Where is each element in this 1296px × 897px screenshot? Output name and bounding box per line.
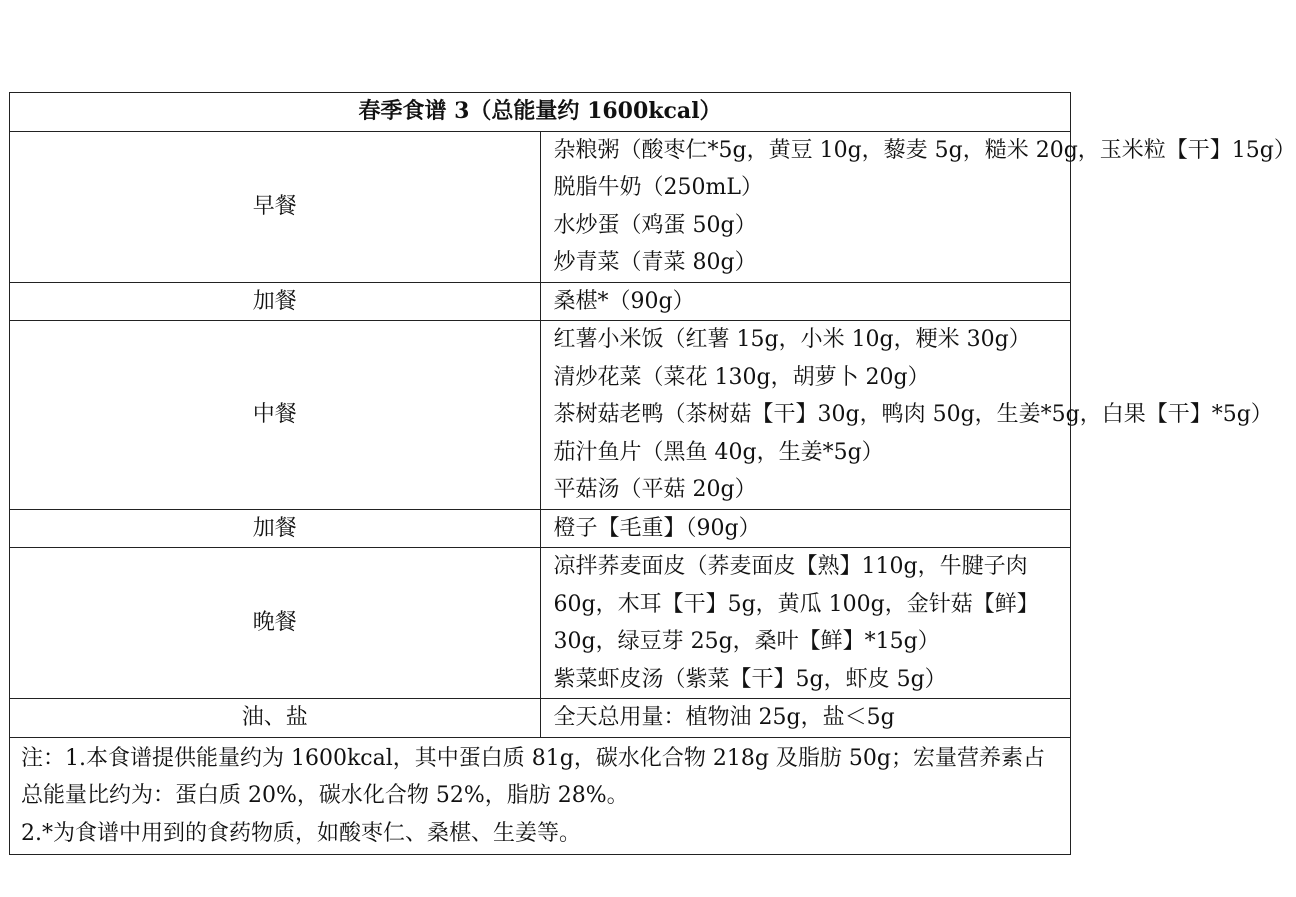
notes-cell xyxy=(10,737,1071,855)
dish-item: 炒青菜（青菜 80g） xyxy=(553,250,757,275)
dish-item: 茶树菇老鸭（茶树菇【干】30g，鸭肉 50g，生姜*5g，白果【干】*5g） xyxy=(553,402,1273,427)
note-paragraph-2: 2.*为食谱中用到的食药物质，如酸枣仁、桑椹、生姜等。 xyxy=(21,820,581,846)
meal-items-breakfast xyxy=(540,131,1296,282)
meal-label-dinner: 晚餐 xyxy=(10,548,541,699)
meal-row-lunch xyxy=(10,321,1071,510)
notes-row xyxy=(10,737,1071,855)
meal-label-afternoon-snack: 加餐 xyxy=(10,509,541,548)
dish-item: 脱脂牛奶（250mL） xyxy=(553,175,763,200)
dish-item: 杂粮粥（酸枣仁*5g，黄豆 10g，藜麦 5g，糙米 20g，玉米粒【干】15g） xyxy=(553,137,1296,163)
meal-items-lunch xyxy=(540,321,1273,510)
dish-item: 平菇汤（平菇 20g） xyxy=(553,477,757,502)
meal-row-morning-snack xyxy=(10,282,1071,321)
meal-label-oil-salt: 油、盐 xyxy=(10,699,541,738)
dish-item: 茄汁鱼片（黑鱼 40g，生姜*5g） xyxy=(553,439,884,465)
meal-items-afternoon-snack xyxy=(540,509,1071,548)
dish-item: 紫菜虾皮汤（紫菜【干】5g，虾皮 5g） xyxy=(553,666,947,692)
meal-row-oil-salt xyxy=(10,699,1071,738)
meal-row-afternoon-snack xyxy=(10,509,1071,548)
dish-item: 桑椹*（90g） xyxy=(553,288,695,314)
meal-items-dinner xyxy=(540,548,1071,699)
table-title: 春季食谱 3（总能量约 1600kcal） xyxy=(10,93,1071,132)
dish-item: 清炒花菜（菜花 130g，胡萝卜 20g） xyxy=(553,364,930,390)
meal-label-breakfast: 早餐 xyxy=(10,131,541,282)
title-row xyxy=(10,93,1071,132)
meal-label-lunch: 中餐 xyxy=(10,321,541,510)
dish-item: 凉拌荞麦面皮（荞麦面皮【熟】110g，牛腱子肉 60g，木耳【干】5g，黄瓜 100g，金针菇【鲜】30g，绿豆芽 25g，桑叶【鲜】*15g） xyxy=(553,554,1039,654)
meal-label-morning-snack: 加餐 xyxy=(10,282,541,321)
note-paragraph-1: 注：1.本食谱提供能量约为 1600kcal，其中蛋白质 81g，碳水化合物 218g 及脂肪 50g；宏量营养素占总能量比约为：蛋白质 20%，碳水化合物 52%，脂肪 28%。 xyxy=(21,745,1045,808)
dish-item: 全天总用量：植物油 25g，盐＜5g xyxy=(553,705,895,730)
dish-item: 水炒蛋（鸡蛋 50g） xyxy=(553,212,757,238)
meal-items-morning-snack xyxy=(540,282,1071,321)
recipe-table xyxy=(9,92,1296,855)
meal-row-breakfast xyxy=(10,131,1071,282)
dish-item: 橙子【毛重】（90g） xyxy=(553,515,761,541)
meal-items-oil-salt xyxy=(540,699,1071,738)
meal-row-dinner xyxy=(10,548,1071,699)
dish-item: 红薯小米饭（红薯 15g，小米 10g，粳米 30g） xyxy=(553,327,1031,352)
